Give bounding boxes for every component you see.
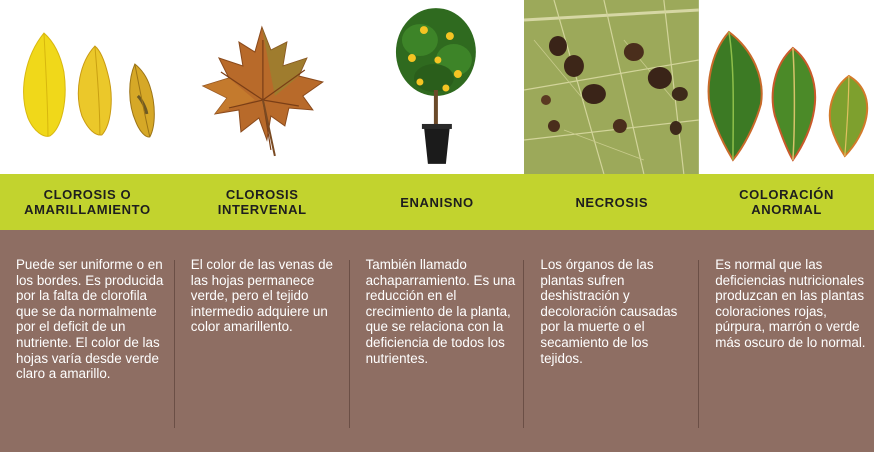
description-text: El color de las venas de las hojas permanece verde, pero el tejido intermedio adquiere un color amarillento. xyxy=(190,257,333,335)
heading-line: CLOROSIS O xyxy=(43,187,132,202)
yellow-leaves-image xyxy=(0,0,175,174)
image-row xyxy=(0,0,874,174)
heading-line: ENANISNO xyxy=(400,194,474,210)
heading-line: ANORMAL xyxy=(751,202,822,217)
description-coloracion-anormal xyxy=(699,230,874,452)
description-band xyxy=(0,230,874,452)
description-enanisno xyxy=(350,230,525,452)
header-band xyxy=(0,174,874,230)
description-clorosis-intervenal xyxy=(175,230,350,452)
description-text: Puede ser uniforme o en los bordes. Es producida por la falta de clorofila que se da normalmente por el deficit de un nutriente. El color de las hojas varía desde verde claro a amarillo. xyxy=(16,257,164,382)
necrotic-leaf-image xyxy=(524,0,699,174)
potted-tree-image xyxy=(350,0,525,174)
description-text: También llamado achaparramiento. Es una reducción en el crecimiento de la planta, que se relaciona con la deficiencia de todos los nutrientes. xyxy=(365,257,516,366)
heading-line: INTERVENAL xyxy=(217,202,307,217)
maple-leaf-image xyxy=(175,0,350,174)
heading-clorosis-intervenal xyxy=(175,174,350,230)
discolored-leaves-image xyxy=(699,0,874,174)
description-clorosis-amarillamiento xyxy=(0,230,175,452)
description-text: Es normal que las deficiencias nutricionales produzcan en las plantas coloraciones rojas, púrpura, marrón o verde más oscuro de lo normal. xyxy=(715,257,866,350)
heading-line: NECROSIS xyxy=(575,194,649,210)
description-text: Los órganos de las plantas sufren deshistración y decoloración causadas por la muerte o el secamiento de los tejidos. xyxy=(540,257,678,366)
heading-coloracion-anormal xyxy=(699,174,874,230)
heading-clorosis-amarillamiento xyxy=(0,174,175,230)
heading-line: AMARILLAMIENTO xyxy=(24,202,151,217)
heading-necrosis xyxy=(524,174,699,230)
heading-enanisno xyxy=(350,174,525,230)
heading-line: COLORACIÓN xyxy=(739,187,834,202)
description-necrosis xyxy=(524,230,699,452)
heading-line: CLOROSIS xyxy=(225,187,299,202)
